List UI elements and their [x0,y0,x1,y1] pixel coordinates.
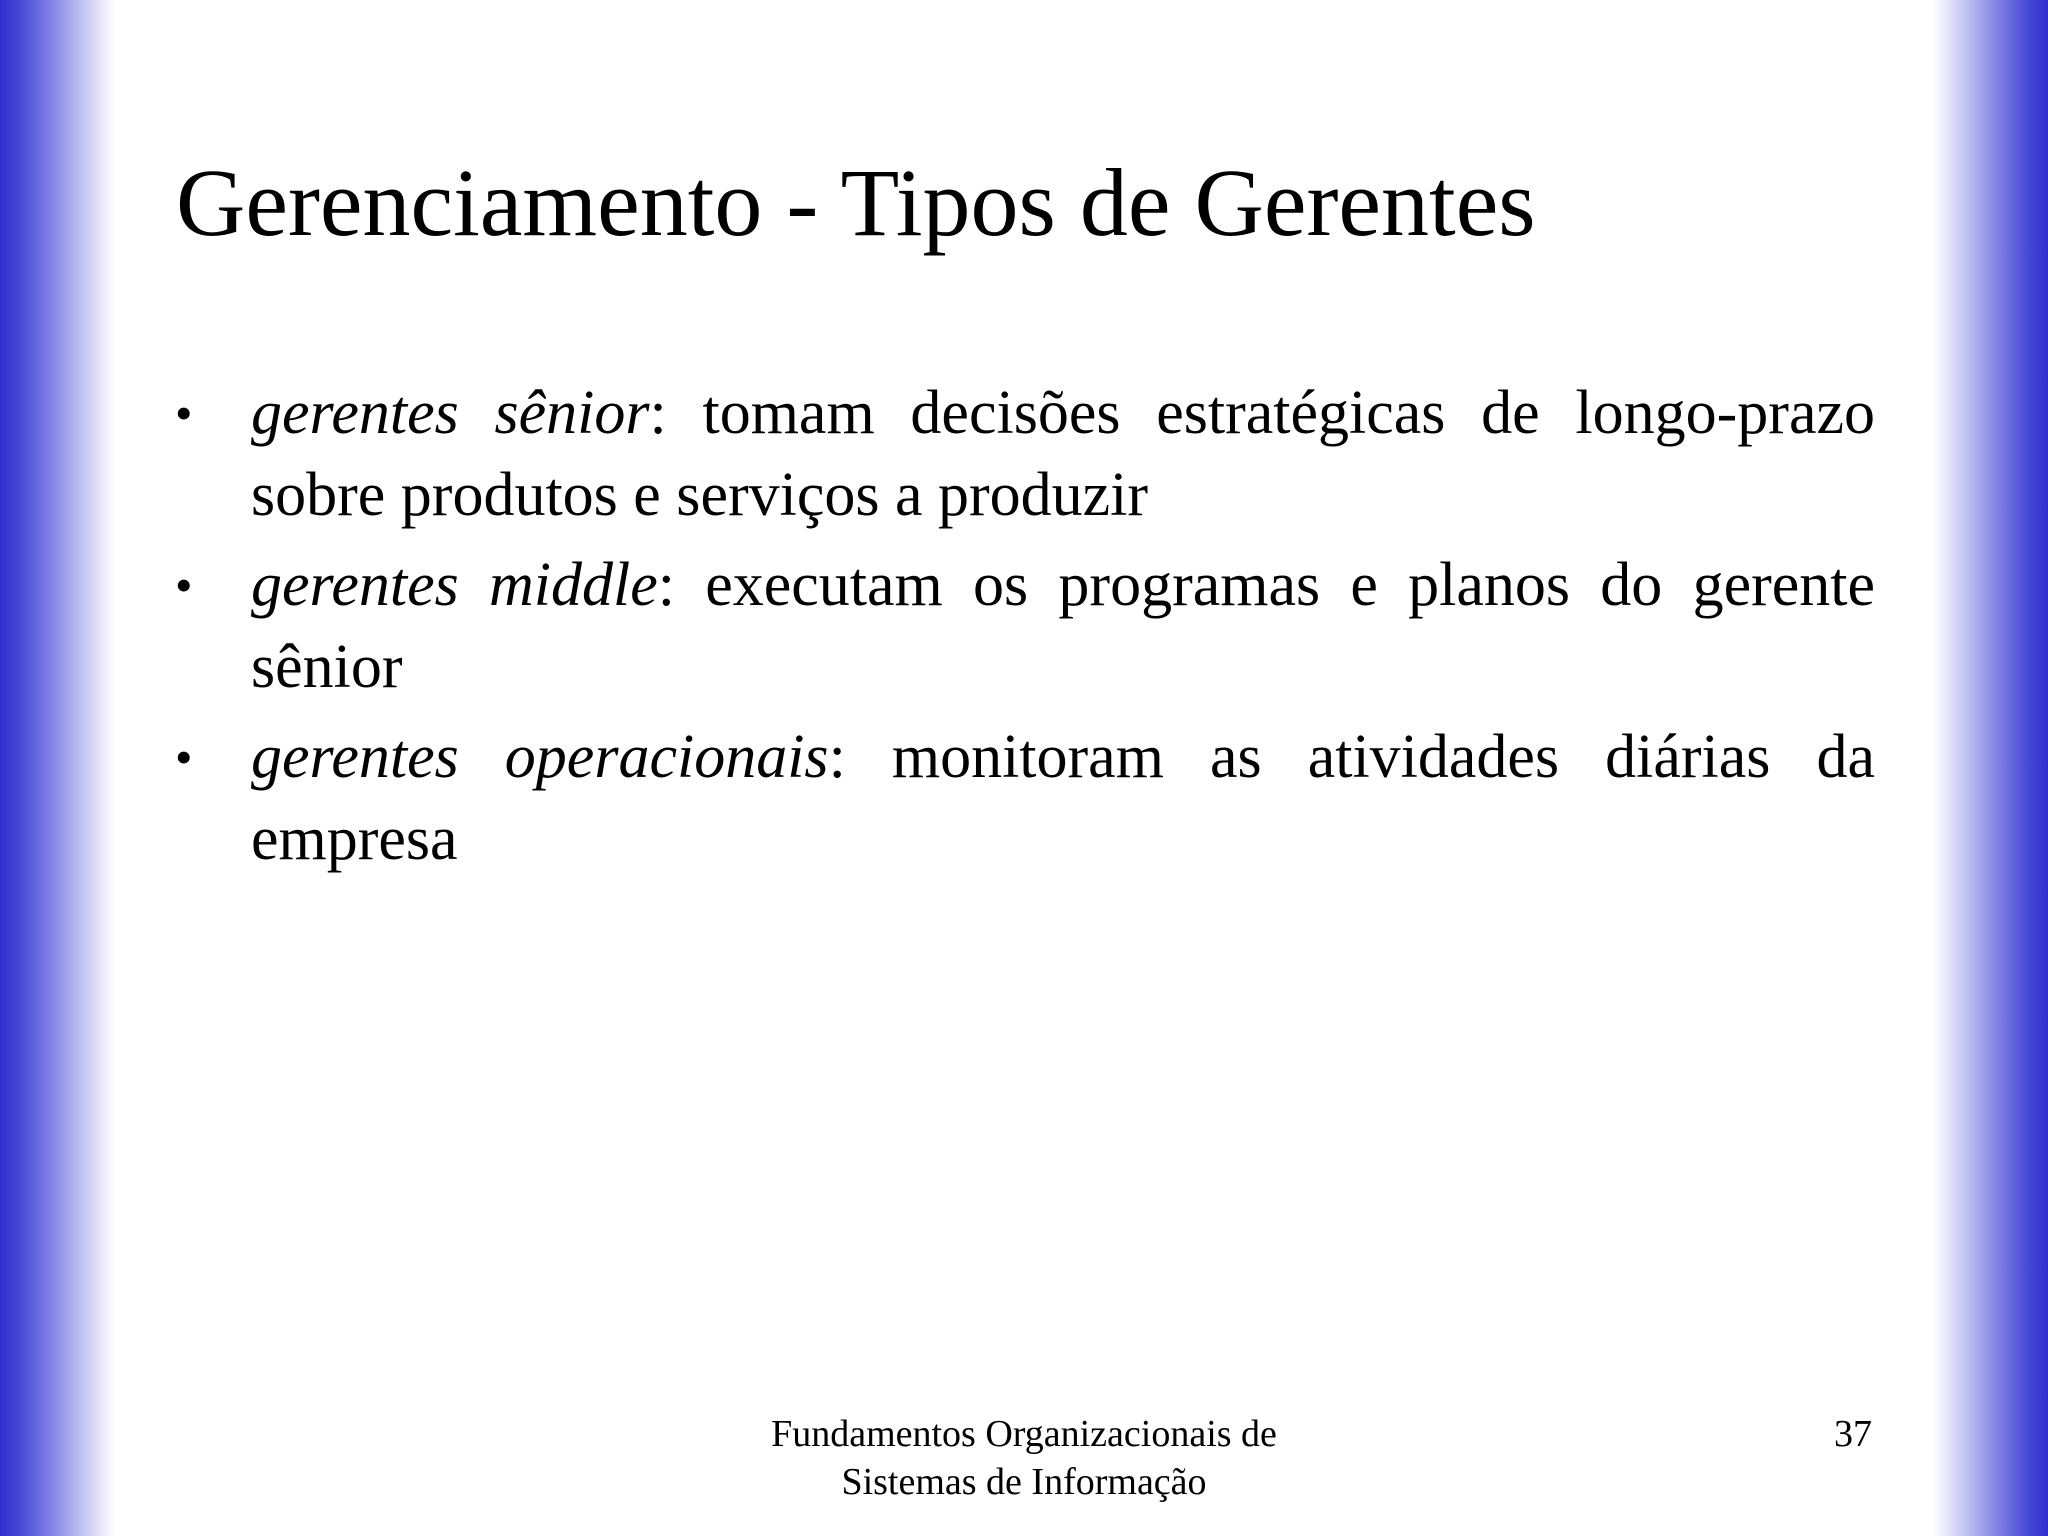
bullet-item-gerentes-operacionais [165,716,1875,880]
bullet-term: gerentes operacionais [251,723,829,791]
footer-line-2: Sistemas de Informação [841,1461,1207,1503]
bullet-term: gerentes sênior [251,379,650,447]
bullet-term: gerentes middle [251,551,658,619]
slide-footer [700,1410,1348,1506]
bullet-item-gerentes-senior [165,372,1875,536]
bullet-dot-icon: • [175,557,193,613]
bullet-text: : executam os programas e planos do gerente sênior [251,551,1875,701]
bullet-list [165,372,1875,888]
bullet-text: : monitoram as atividades diárias da empresa [251,723,1875,873]
bullet-text: : tomam decisões estratégicas de longo-prazo sobre produtos e serviços a produzir [251,379,1875,529]
bullet-dot-icon: • [175,385,193,441]
slide-title: Gerenciamento - Tipos de Gerentes [176,149,1536,256]
bullet-dot-icon: • [175,729,193,785]
bullet-item-gerentes-middle [165,544,1875,708]
footer-line-1: Fundamentos Organizacionais de [771,1413,1277,1455]
right-gradient-band [1933,0,2048,1536]
left-gradient-band [0,0,115,1536]
page-number: 37 [1834,1413,1872,1455]
